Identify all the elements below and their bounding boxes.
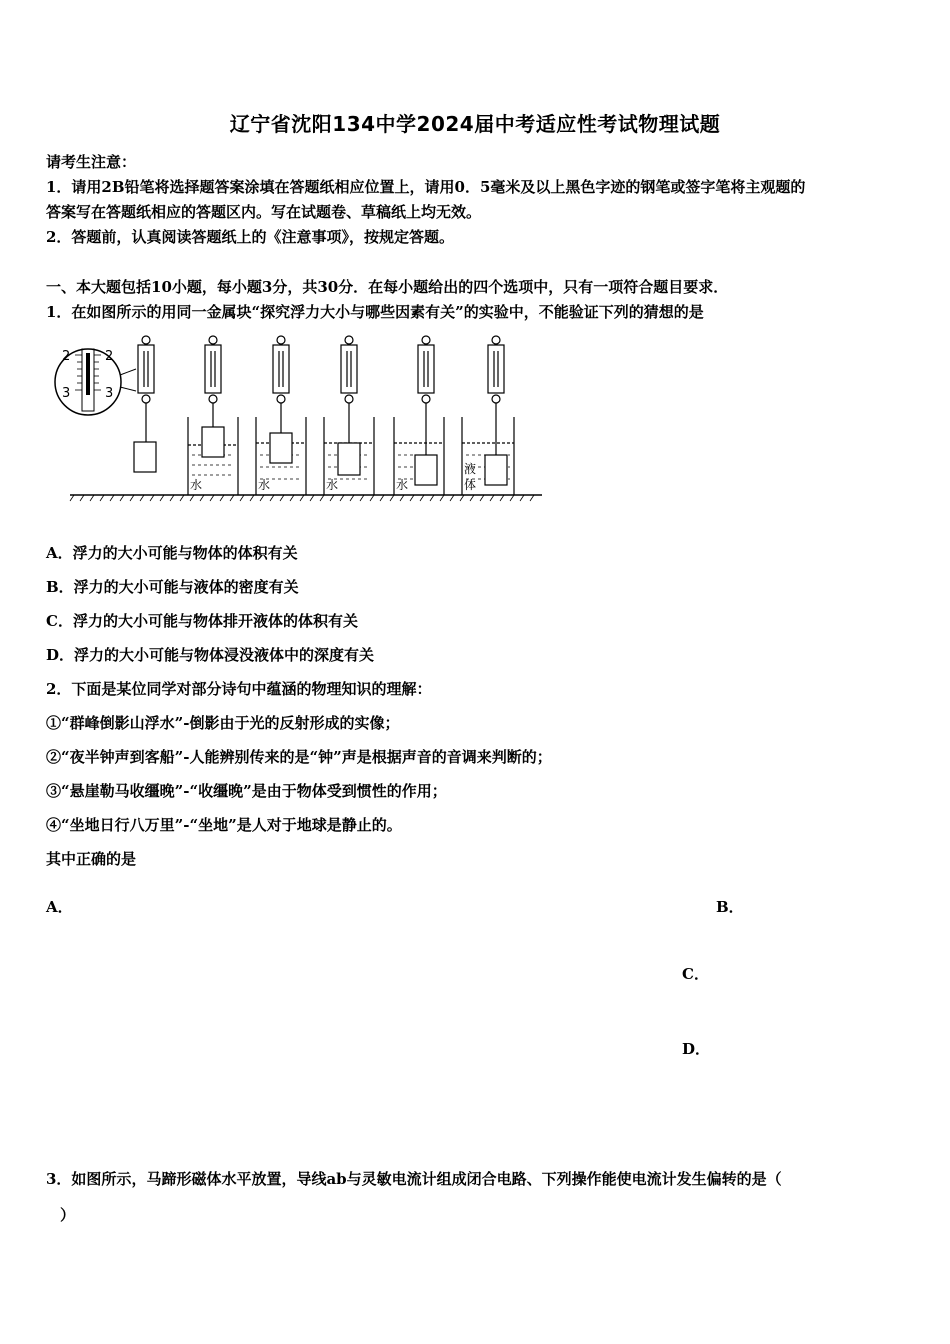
spring-scale-4 [341, 336, 357, 443]
q1-option-a: A．浮力的大小可能与物体的体积有关 [46, 544, 298, 562]
q2-item-3: ③“悬崖勒马收缰晚”-“收缰晚”是由于物体受到惯性的作用； [46, 782, 447, 800]
q2-option-a: A． [46, 898, 73, 916]
scale-label-bottom-left: 3 [62, 386, 71, 401]
exam-title: 辽宁省沈阳134中学2024届中考适应性考试物理试题 [229, 112, 721, 136]
ground-hatching [70, 495, 534, 501]
section-1-heading: 一、本大题包括10小题，每小题3分，共30分．在每小题给出的四个选项中，只有一项符合题目要求． [46, 278, 729, 296]
liquid-label-3: 水 [326, 478, 339, 492]
notice-line-3: 2．答题前，认真阅读答题纸上的《注意事项》，按规定答题。 [46, 228, 454, 246]
magnified-scale-pointer [86, 353, 90, 395]
metal-block-5 [415, 455, 437, 485]
scale-label-top-right: 2 [105, 349, 114, 364]
spring-scale-3 [273, 336, 289, 433]
metal-block-1 [134, 442, 156, 472]
liquid-label-1: 水 [190, 478, 203, 492]
notice-line-1: 1．请用2B铅笔将选择题答案涂填在答题纸相应位置上，请用0．5毫米及以上黑色字迹的钢笔或签字笔将主观题的 [46, 178, 806, 196]
spring-scale-6 [488, 336, 504, 455]
metal-block-4 [338, 443, 360, 475]
scale-label-bottom-right: 3 [105, 386, 114, 401]
spring-scale-5 [418, 336, 434, 455]
notice-heading: 请考生注意： [46, 153, 137, 171]
liquid-label-5: 液 [464, 462, 477, 476]
metal-block-6 [485, 455, 507, 485]
spring-scale-2 [205, 336, 221, 427]
liquid-label-2: 水 [258, 478, 271, 492]
q2-item-1: ①“群峰倒影山浮水”-倒影由于光的反射形成的实像； [46, 714, 400, 732]
scale-label-top-left: 2 [62, 349, 71, 364]
q1-buoyancy-figure [50, 335, 550, 507]
liquid-label-6: 体 [464, 478, 477, 492]
metal-block-2 [202, 427, 224, 457]
q1-option-c: C．浮力的大小可能与物体排开液体的体积有关 [46, 612, 358, 630]
q1-stem: 1．在如图所示的用同一金属块“探究浮力大小与哪些因素有关”的实验中，不能验证下列的猜想的是 [46, 303, 704, 321]
notice-line-2: 答案写在答题纸相应的答题区内。写在试题卷、草稿纸上均无效。 [46, 203, 482, 221]
spring-scale-1 [138, 336, 154, 442]
q1-option-b: B．浮力的大小可能与液体的密度有关 [46, 578, 299, 596]
metal-block-3 [270, 433, 292, 463]
q3-stem: 3．如图所示，马蹄形磁体水平放置，导线ab与灵敏电流计组成闭合电路、下列操作能使电流计发生偏转的是（ [46, 1170, 782, 1188]
q1-option-d: D．浮力的大小可能与物体浸没液体中的深度有关 [46, 646, 375, 664]
q2-option-c: C． [682, 965, 709, 983]
liquid-label-4: 水 [396, 478, 409, 492]
q2-option-b: B． [716, 898, 744, 916]
q2-question: 其中正确的是 [46, 850, 137, 868]
q3-stem-end: ） [60, 1206, 76, 1224]
q2-option-d: D． [682, 1040, 711, 1058]
q2-item-4: ④“坐地日行八万里”-“坐地”是人对于地球是静止的。 [46, 816, 402, 834]
q2-stem: 2．下面是某位同学对部分诗句中蕴涵的物理知识的理解： [46, 680, 432, 698]
q2-item-2: ②“夜半钟声到客船”-人能辨别传来的是“钟”声是根据声音的音调来判断的； [46, 748, 552, 766]
